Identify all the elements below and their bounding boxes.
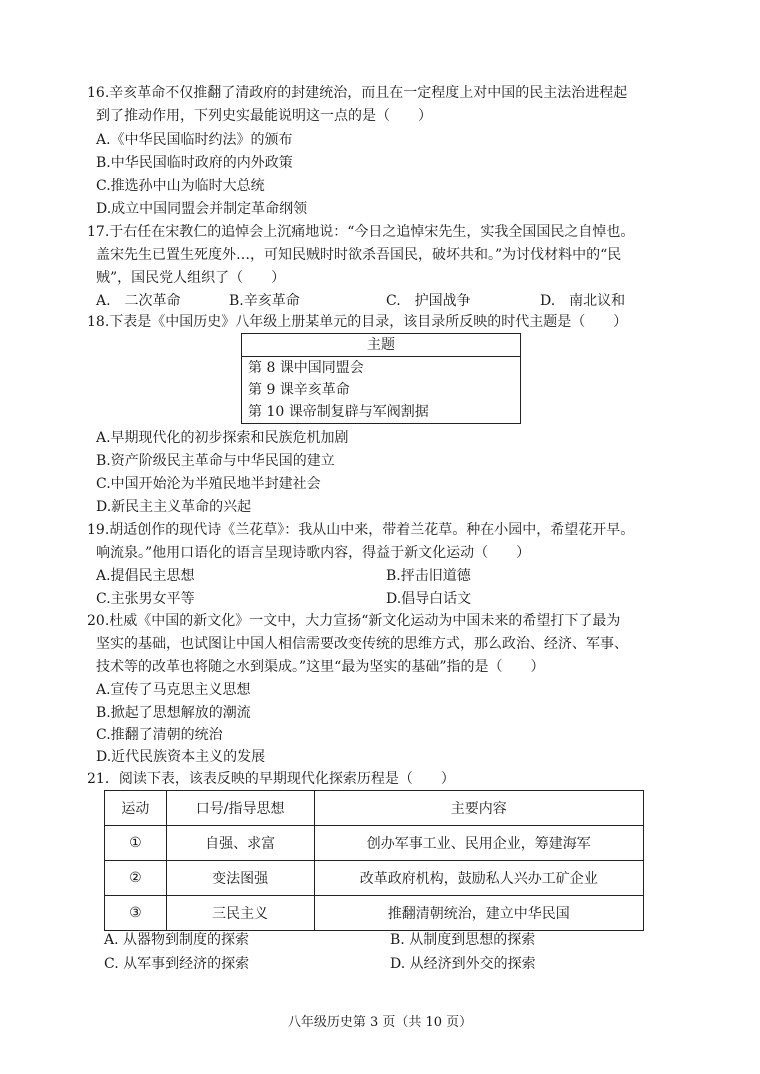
q18-option-d: D.新民主主义革命的兴起 xyxy=(96,499,252,515)
q19-option-d: D.倡导白话文 xyxy=(386,591,472,607)
q17-line3: 贼”，国民党人组织了（ ） xyxy=(96,270,286,286)
table-row xyxy=(105,896,644,931)
q21-table-cell: 改革政府机构，鼓励私人兴办工矿企业 xyxy=(314,861,644,896)
q18-table-header: 主题 xyxy=(242,334,521,357)
q21-table xyxy=(104,790,644,931)
q21-option-d: D. 从经济到外交的探索 xyxy=(390,956,536,972)
page-footer: 八年级历史第 3 页（共 10 页） xyxy=(287,1015,473,1030)
q20-line1: 20.杜威《中国的新文化》一文中，大力宣扬“新文化运动为中国未来的希望打下了最为 xyxy=(87,613,621,629)
q16-option-a: A.《中华民国临时约法》的颁布 xyxy=(96,132,293,148)
q18-option-a: A.早期现代化的初步探索和民族危机加剧 xyxy=(96,430,349,446)
table-row xyxy=(105,826,644,861)
q21-table-cell: 变法图强 xyxy=(166,861,314,896)
q21-table-header: 运动 xyxy=(105,791,167,826)
q18-table xyxy=(241,333,521,424)
q21-table-cell: ① xyxy=(105,826,167,861)
q20-option-a: A.宣传了马克思主义思想 xyxy=(96,682,251,698)
q20-option-c: C.推翻了清朝的统治 xyxy=(96,727,223,743)
q19-option-b: B.抨击旧道德 xyxy=(386,568,471,584)
q16-option-d: D.成立中国同盟会并制定革命纲领 xyxy=(96,201,308,217)
q20-line3: 技术等的改革也将随之水到渠成。”这里“最为坚实的基础”指的是（ ） xyxy=(96,659,545,675)
q19-line2: 响流泉。”他用口语化的语言呈现诗歌内容，得益于新文化运动（ ） xyxy=(96,545,531,561)
q16-option-b: B.中华民国临时政府的内外政策 xyxy=(96,155,293,171)
q20-line2: 坚实的基础，也试图让中国人相信需要改变传统的思维方式，那么政治、经济、军事、 xyxy=(96,636,628,652)
q16-line2: 到了推动作用，下列史实最能说明这一点的是（ ） xyxy=(96,108,432,124)
q21-table-cell: ③ xyxy=(105,896,167,931)
q19-option-a: A.提倡民主思想 xyxy=(96,568,195,584)
q18-table-row: 第 8 课中国同盟会 xyxy=(242,357,521,380)
q18-table-row: 第 10 课帝制复辟与军阀割据 xyxy=(242,401,521,424)
q17-option-a: A. 二次革命 xyxy=(96,293,181,309)
q16-line1: 16.辛亥革命不仅推翻了清政府的封建统治，而且在一定程度上对中国的民主法治进程起 xyxy=(87,85,628,101)
q21-option-b: B. 从制度到思想的探索 xyxy=(390,932,536,948)
q21-line1: 21．阅读下表，该表反映的早期现代化探索历程是（ ） xyxy=(87,771,455,787)
q21-table-cell: 自强、求富 xyxy=(166,826,314,861)
q17-option-c: C. 护国战争 xyxy=(386,293,471,309)
q16-option-c: C.推选孙中山为临时大总统 xyxy=(96,178,265,194)
q21-table-cell: 推翻清朝统治，建立中华民国 xyxy=(314,896,644,931)
q20-option-b: B.掀起了思想解放的潮流 xyxy=(96,705,251,721)
q21-table-header: 主要内容 xyxy=(314,791,644,826)
q19-line1: 19.胡适创作的现代诗《兰花草》：我从山中来，带着兰花草。种在小园中，希望花开早。 xyxy=(87,522,635,538)
q17-line1: 17.于右任在宋教仁的追悼会上沉痛地说：“今日之追悼宋先生，实我全国国民之自悼也。 xyxy=(87,224,635,240)
q18-option-c: C.中国开始沦为半殖民地半封建社会 xyxy=(96,476,321,492)
q21-table-cell: 创办军事工业、民用企业，筹建海军 xyxy=(314,826,644,861)
q21-option-a: A. 从器物到制度的探索 xyxy=(104,932,250,948)
q17-option-d: D. 南北议和 xyxy=(540,293,626,309)
q21-option-c: C. 从军事到经济的探索 xyxy=(104,956,250,972)
q17-option-b: B.辛亥革命 xyxy=(229,293,300,309)
table-row xyxy=(105,861,644,896)
q21-table-header: 口号/指导思想 xyxy=(166,791,314,826)
q19-option-c: C.主张男女平等 xyxy=(96,591,195,607)
q18-table-row: 第 9 课辛亥革命 xyxy=(242,379,521,401)
q17-line2: 盖宋先生已置生死度外…，可知民贼时时欲杀吾国民，破坏共和。”为讨伐材料中的“民 xyxy=(96,247,622,263)
q21-table-cell: ② xyxy=(105,861,167,896)
q18-line1: 18.下表是《中国历史》八年级上册某单元的目录，该目录所反映的时代主题是（ ） xyxy=(87,314,628,330)
q21-table-cell: 三民主义 xyxy=(166,896,314,931)
q18-option-b: B.资产阶级民主革命与中华民国的建立 xyxy=(96,453,335,469)
q20-option-d: D.近代民族资本主义的发展 xyxy=(96,749,266,765)
